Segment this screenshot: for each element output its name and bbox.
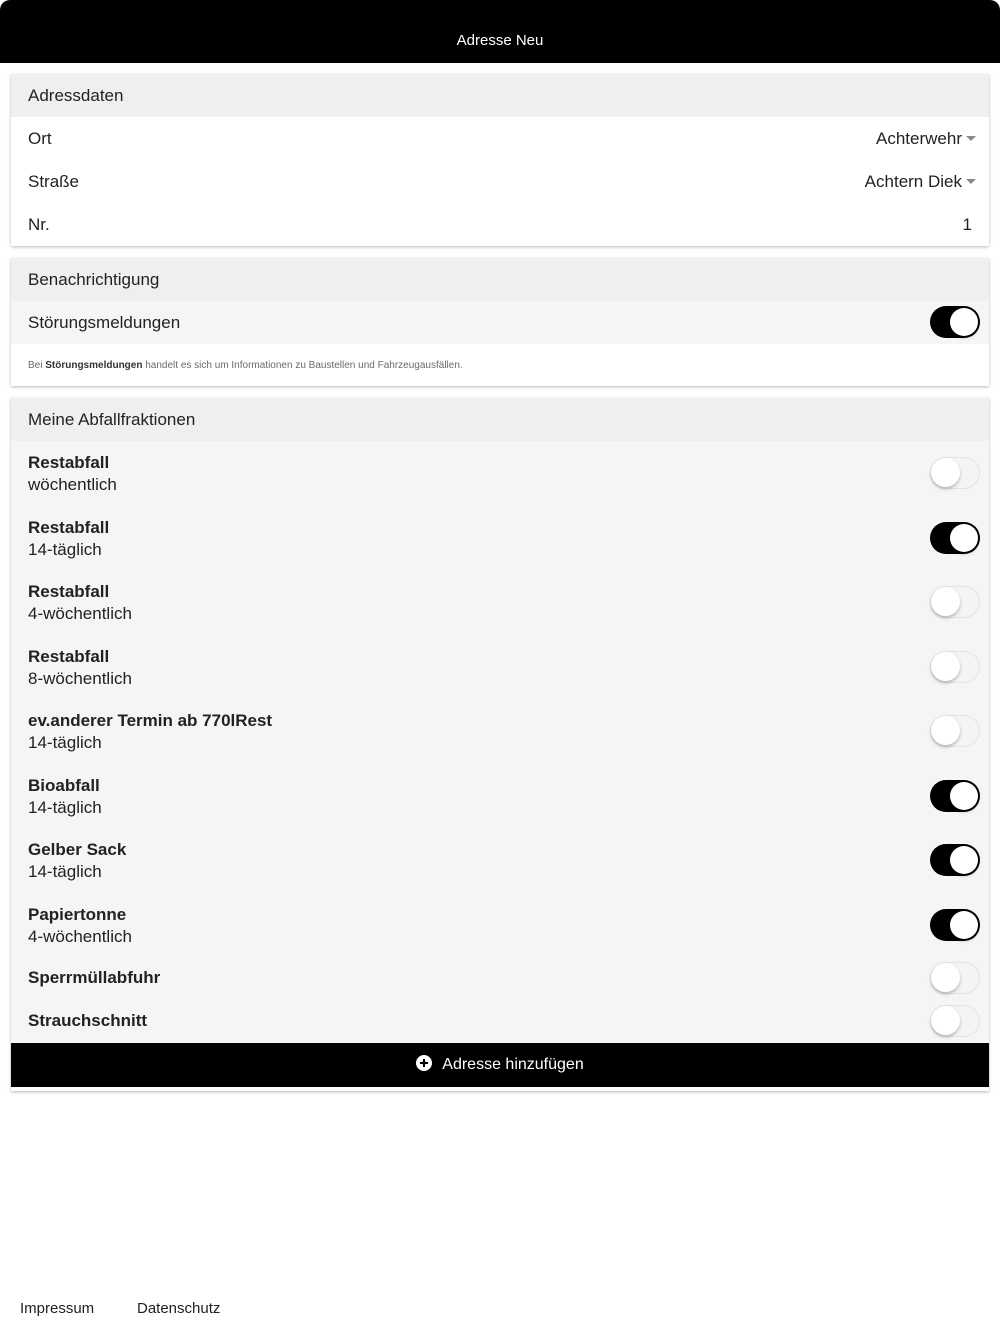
house-number-label: Nr. [28,215,50,234]
toggle-knob [931,716,960,745]
house-number-field[interactable] [11,203,989,246]
note-rest: handelt es sich um Informationen zu Baustellen und Fahrzeugausfällen. [145,360,463,371]
fault-notification-row [11,301,989,344]
list-item [11,506,989,571]
card-bottom [11,1087,989,1091]
list-item [11,570,989,635]
fraction-toggle[interactable] [930,909,980,941]
list-item [11,441,989,506]
note-prefix: Bei [28,360,43,371]
list-item [11,1000,989,1043]
address-card-title: Adressdaten [11,74,989,117]
toggle-knob [931,1006,960,1035]
fraction-name: Gelber Sack [28,840,127,859]
fraction-name: Restabfall [28,646,110,666]
street-select[interactable] [11,160,989,203]
waste-fractions-card [11,398,989,1091]
toggle-knob [931,963,960,992]
fraction-toggle[interactable] [930,457,980,489]
fault-notification-toggle[interactable] [930,306,980,338]
add-address-label: Adresse hinzufügen [442,1056,584,1073]
fraction-interval: wöchentlich [28,475,117,494]
list-item [11,764,989,829]
house-number-value[interactable]: 1 [962,215,972,234]
list-item [11,893,989,958]
street-label: Straße [28,172,80,191]
top-bar [0,0,1000,63]
fraction-interval: 14-täglich [28,797,102,817]
fraction-interval: 14-täglich [28,862,102,881]
street-value[interactable]: Achtern Diek [864,172,962,191]
city-select[interactable] [11,117,989,160]
fraction-toggle[interactable] [930,1005,980,1037]
privacy-link[interactable]: Datenschutz [137,1300,221,1317]
chevron-down-icon[interactable] [966,136,976,141]
fraction-name: Sperrmüllabfuhr [28,968,161,987]
page-title: Adresse Neu [456,32,544,49]
fraction-toggle[interactable] [930,715,980,747]
fraction-name: Bioabfall [28,775,100,795]
note-bold: Störungsmeldungen [45,360,143,371]
fault-notification-label: Störungsmeldungen [28,313,181,332]
plus-circle-icon [416,1055,432,1071]
notification-card [11,258,989,386]
fraction-toggle[interactable] [930,962,980,994]
fraction-name: Restabfall [28,517,110,537]
list-item [11,635,989,700]
toggle-knob [931,652,960,681]
fraction-name: Restabfall [28,453,110,472]
fraction-interval: 14-täglich [28,733,102,752]
fraction-interval: 14-täglich [28,539,102,559]
chevron-down-icon[interactable] [966,179,976,184]
impressum-link[interactable]: Impressum [20,1300,95,1317]
fraction-toggle[interactable] [930,780,980,812]
fraction-list [11,441,989,1043]
fraction-interval: 8-wöchentlich [28,668,132,688]
fraction-name: ev.anderer Termin ab 770lRest [28,711,273,730]
address-card [11,74,989,246]
toggle-knob [950,846,978,874]
notification-note [11,344,989,386]
fraction-toggle[interactable] [930,844,980,876]
fraction-name: Restabfall [28,582,110,601]
fraction-name: Strauchschnitt [28,1011,148,1030]
notification-card-title: Benachrichtigung [11,258,989,301]
toggle-knob [931,587,960,616]
city-value[interactable]: Achterwehr [876,129,962,148]
fraction-name: Papiertonne [28,904,127,924]
fraction-interval: 4-wöchentlich [28,926,132,946]
fraction-toggle[interactable] [930,522,980,554]
fraction-interval: 4-wöchentlich [28,604,132,623]
toggle-knob [950,782,978,810]
waste-fractions-title: Meine Abfallfraktionen [11,398,989,441]
fraction-toggle[interactable] [930,651,980,683]
fraction-toggle[interactable] [930,586,980,618]
toggle-knob [950,911,978,939]
list-item [11,699,989,764]
city-label: Ort [28,129,52,148]
list-item [11,828,989,893]
list-item [11,957,989,1000]
toggle-knob [950,524,978,552]
add-address-button[interactable] [11,1043,989,1087]
toggle-knob [931,458,960,487]
toggle-knob [950,308,978,336]
